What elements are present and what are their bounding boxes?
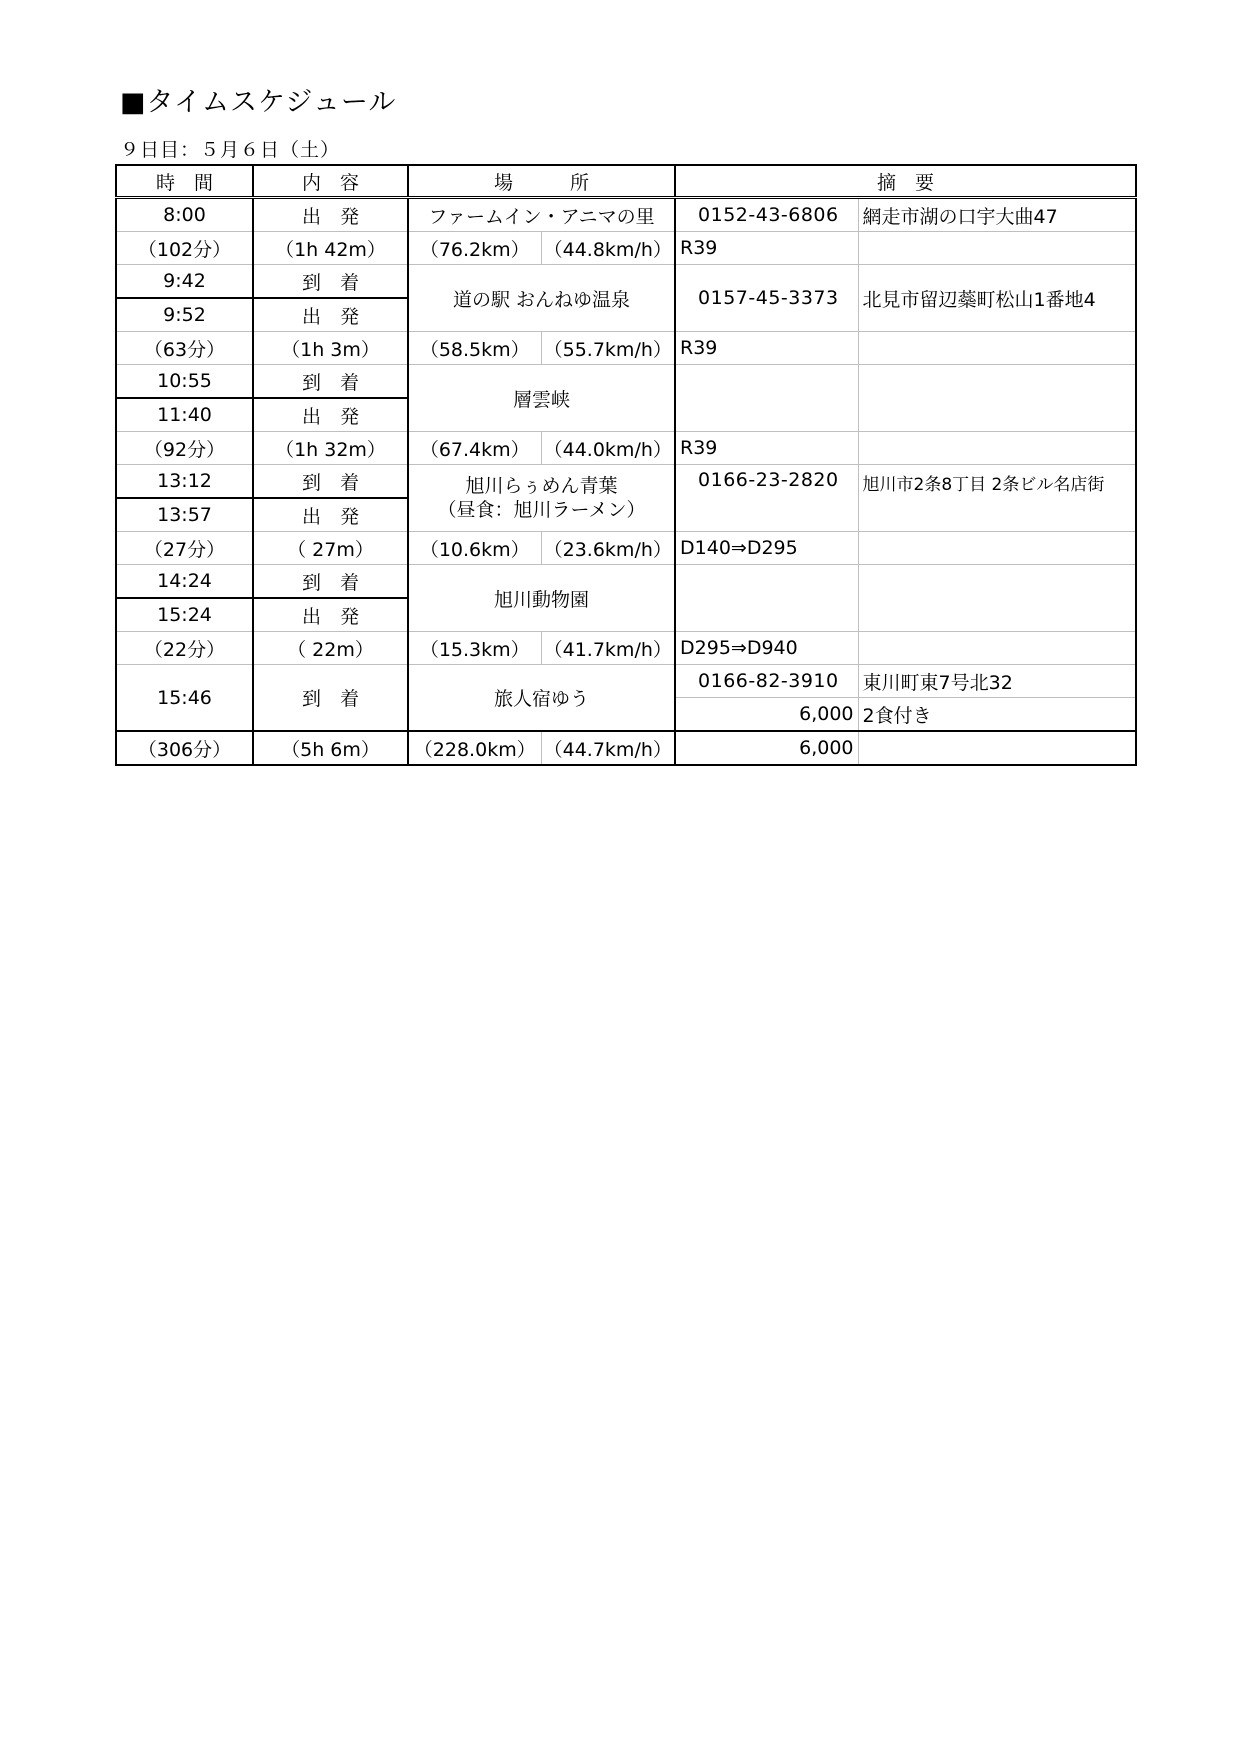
empty-cell bbox=[858, 532, 1136, 565]
empty-cell bbox=[858, 365, 1136, 432]
time-cell: 15:24 bbox=[116, 598, 253, 632]
route-cell: D295⇒D940 bbox=[675, 632, 858, 665]
content-cell: 到 着 bbox=[253, 465, 408, 499]
table-row bbox=[116, 632, 1136, 665]
time-cell: 13:57 bbox=[116, 498, 253, 532]
time-cell: 9:42 bbox=[116, 265, 253, 299]
place-name: 旭川らぅめん青葉 bbox=[465, 475, 618, 497]
total-speed-cell: （44.7km/h） bbox=[541, 731, 675, 765]
address-cell: 北見市留辺蘂町松山1番地4 bbox=[858, 265, 1136, 332]
time-cell: 10:55 bbox=[116, 365, 253, 399]
table-row bbox=[116, 198, 1136, 232]
header-content: 内 容 bbox=[253, 165, 408, 198]
table-row bbox=[116, 432, 1136, 465]
time-cell: 13:12 bbox=[116, 465, 253, 499]
empty-cell bbox=[858, 565, 1136, 632]
schedule-table bbox=[115, 164, 1137, 766]
speed-cell: （23.6km/h） bbox=[541, 532, 675, 565]
speed-cell: （55.7km/h） bbox=[541, 332, 675, 365]
place-cell: 層雲峡 bbox=[408, 365, 675, 432]
distance-cell: （67.4km） bbox=[408, 432, 541, 465]
content-cell: 出 発 bbox=[253, 198, 408, 232]
page-title: ■タイムスケジュール bbox=[120, 87, 397, 118]
place-cell: 道の駅 おんねゆ温泉 bbox=[408, 265, 675, 332]
table-row bbox=[116, 232, 1136, 265]
empty-cell bbox=[675, 365, 858, 432]
speed-cell: （44.8km/h） bbox=[541, 232, 675, 265]
address-cell: 網走市湖の口宇大曲47 bbox=[858, 198, 1136, 232]
distance-cell: （58.5km） bbox=[408, 332, 541, 365]
content-cell: 到 着 bbox=[253, 265, 408, 299]
duration-cell: （22分） bbox=[116, 632, 253, 665]
place-cell: 旅人宿ゆう bbox=[408, 665, 675, 732]
table-row bbox=[116, 265, 1136, 299]
content-cell: 出 発 bbox=[253, 398, 408, 432]
table-row bbox=[116, 565, 1136, 599]
duration-cell: （92分） bbox=[116, 432, 253, 465]
total-price-cell: 6,000 bbox=[675, 731, 858, 765]
time-cell: 8:00 bbox=[116, 198, 253, 232]
table-row bbox=[116, 465, 1136, 499]
speed-cell: （44.0km/h） bbox=[541, 432, 675, 465]
content-cell: 出 発 bbox=[253, 498, 408, 532]
duration-cell: （63分） bbox=[116, 332, 253, 365]
place-cell: ファームイン・アニマの里 bbox=[408, 198, 675, 232]
content-cell: 到 着 bbox=[253, 365, 408, 399]
content-cell: 出 発 bbox=[253, 598, 408, 632]
address-cell: 東川町東7号北32 bbox=[858, 665, 1136, 698]
content-cell: 出 発 bbox=[253, 298, 408, 332]
route-cell: R39 bbox=[675, 332, 858, 365]
place-note: （昼食：旭川ラーメン） bbox=[437, 499, 646, 521]
distance-cell: （10.6km） bbox=[408, 532, 541, 565]
empty-cell bbox=[675, 565, 858, 632]
distance-cell: （76.2km） bbox=[408, 232, 541, 265]
total-duration-cell: （306分） bbox=[116, 731, 253, 765]
table-row bbox=[116, 665, 1136, 698]
content-cell: 到 着 bbox=[253, 665, 408, 732]
note-cell: 2食付き bbox=[858, 698, 1136, 732]
table-row bbox=[116, 332, 1136, 365]
duration-cell: （102分） bbox=[116, 232, 253, 265]
address-cell: 旭川市2条8丁目 2条ビル名店街 bbox=[858, 465, 1136, 532]
route-cell: R39 bbox=[675, 432, 858, 465]
empty-cell bbox=[858, 332, 1136, 365]
duration-hm-cell: （ 27m） bbox=[253, 532, 408, 565]
content-cell: 到 着 bbox=[253, 565, 408, 599]
time-cell: 14:24 bbox=[116, 565, 253, 599]
time-cell: 9:52 bbox=[116, 298, 253, 332]
total-distance-cell: （228.0km） bbox=[408, 731, 541, 765]
table-row bbox=[116, 532, 1136, 565]
header-place: 場 所 bbox=[408, 165, 675, 198]
empty-cell bbox=[858, 432, 1136, 465]
duration-cell: （27分） bbox=[116, 532, 253, 565]
tel-cell: 0166-82-3910 bbox=[675, 665, 858, 698]
time-cell: 11:40 bbox=[116, 398, 253, 432]
total-row bbox=[116, 731, 1136, 765]
duration-hm-cell: （1h 3m） bbox=[253, 332, 408, 365]
distance-cell: （15.3km） bbox=[408, 632, 541, 665]
empty-cell bbox=[858, 632, 1136, 665]
place-cell bbox=[408, 465, 675, 532]
empty-cell bbox=[858, 731, 1136, 765]
header-time: 時 間 bbox=[116, 165, 253, 198]
tel-cell: 0166-23-2820 bbox=[675, 465, 858, 532]
duration-hm-cell: （1h 42m） bbox=[253, 232, 408, 265]
route-cell: R39 bbox=[675, 232, 858, 265]
duration-hm-cell: （ 22m） bbox=[253, 632, 408, 665]
time-cell: 15:46 bbox=[116, 665, 253, 732]
speed-cell: （41.7km/h） bbox=[541, 632, 675, 665]
total-duration-hm-cell: （5h 6m） bbox=[253, 731, 408, 765]
tel-cell: 0157-45-3373 bbox=[675, 265, 858, 332]
empty-cell bbox=[858, 232, 1136, 265]
tel-cell: 0152-43-6806 bbox=[675, 198, 858, 232]
route-cell: D140⇒D295 bbox=[675, 532, 858, 565]
header-summary: 摘 要 bbox=[675, 165, 1136, 198]
place-cell: 旭川動物園 bbox=[408, 565, 675, 632]
table-row bbox=[116, 365, 1136, 399]
duration-hm-cell: （1h 32m） bbox=[253, 432, 408, 465]
day-subtitle: ９日目：５月６日（土） bbox=[120, 139, 341, 161]
price-cell: 6,000 bbox=[675, 698, 858, 732]
header-row bbox=[116, 165, 1136, 198]
